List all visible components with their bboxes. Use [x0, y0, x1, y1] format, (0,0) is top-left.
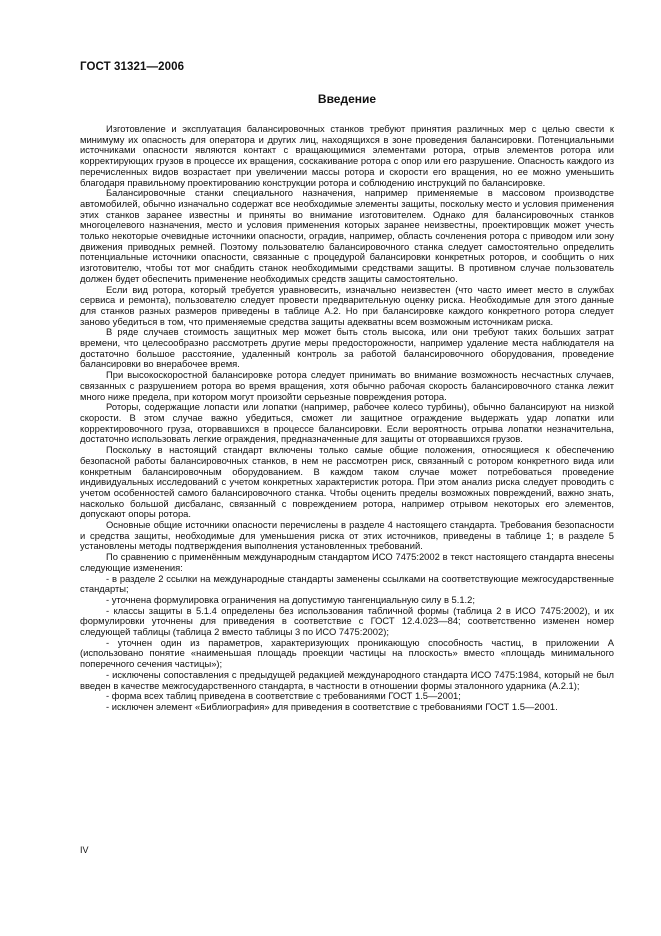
changes-list	[80, 574, 614, 713]
list-item: - классы защиты в 5.1.4 определены без использования табличной формы (таблица 2 в ИСО 7475:2002), и их формулировки уточнены для приведения в соответствие с ГОСТ 12.4.023—84; соответственно изменен номер следующей таблицы (таблица 2 вместо таблицы 3 по ИСО 7475:2002);	[80, 604, 614, 638]
list-item: - форма всех таблиц приведена в соответствие с требованиями ГОСТ 1.5—2001;	[106, 690, 461, 702]
paragraph: Роторы, содержащие лопасти или лопатки (например, рабочее колесо турбины), обычно балансируют на низкой скорости. В этом случае важно убедиться, сможет ли защитное ограждение выдержать удар лопатки или корректировочного груза, оторвавшихся в процессе балансировки. Если вероятность отрыва лопатки незначительна, достаточно использовать легкие ограждения, предназначенные для защиты от оторвавшихся грузов.	[80, 401, 614, 445]
paragraph: По сравнению с применённым международным стандартом ИСО 7475:2002 в текст настоящего стандарта внесены следующие изменения:	[80, 551, 614, 573]
page-number: IV	[80, 845, 89, 855]
paragraph: Поскольку в настоящий стандарт включены только самые общие положения, относящиеся к обеспечению безопасной работы балансировочных станков, в нем не рассмотрен риск, связанный с ротором конкретного вида или конкретным балансировочным оборудованием. В каждом таком случае может потребоваться проведение индивидуальных исследований с учетом конкретных характеристик ротора. При этом анализ риска следует проводить с учетом особенностей самого балансировочного станка. Чтобы оценить пределы возможных повреждений, важно знать, насколько большой дисбаланс, связанный с повреждением ротора, например отрывом некоторых его элементов, допускают опоры ротора.	[80, 444, 614, 520]
paragraph: Основные общие источники опасности перечислены в разделе 4 настоящего стандарта. Требования безопасности и средства защиты, необходимые для уменьшения риска от этих источников, приведены в таблице 1; в разделе 5 установлены методы подтверждения выполнения установленных требований.	[80, 519, 614, 552]
body-text	[80, 124, 614, 713]
list-item: - исключен элемент «Библиография» для приведения в соответствие с требованиями ГОСТ 1.5—2001.	[106, 700, 558, 712]
paragraph: Изготовление и эксплуатация балансировочных станков требуют принятия различных мер с целью свести к минимуму их опасность для оператора и других лиц, находящихся в зоне проведения балансировки. Потенциальными источниками опасности являются контакт с вращающимися элементами ротора, отрыв элементов ротора или корректирующих грузов в процессе их вращения, соскакивание ротора с опор или его разрушение. Опасность каждого из перечисленных видов возрастает при увеличении массы ротора и скорости его вращения, но ее можно уменьшить благодаря правильному проектированию конструкции ротора и соблюдению инструкций по балансировке.	[80, 123, 614, 188]
list-item: - уточнена формулировка ограничения на допустимую тангенциальную силу в 5.1.2;	[106, 593, 475, 605]
paragraph: В ряде случаев стоимость защитных мер может быть столь высока, или они требуют таких больших затрат времени, что целесообразно рассмотреть другие меры предосторожности, например удаление места наблюдателя на достаточно большое расстояние, удаленный контроль за работой балансировочного оборудования, проведение балансировки во внерабочее время.	[80, 326, 614, 370]
paragraph: Балансировочные станки специального назначения, например применяемые в массовом производстве автомобилей, обычно изначально содержат все необходимые элементы защиты, поскольку место и условия применения этих станков заранее известны и приняты во внимание изготовителем. Однако для балансировочных станков многоцелевого назначения, место и условия применения которых заранее неизвестны, проектировщик может учесть только некоторые очевидные источники опасности, оградив, например, область сочленения ротора с приводом или зону движения приводных ремней. Поэтому пользователю балансировочного станка следует самостоятельно определить потенциальные источники опасности, связанные с процедурой балансировки конкретных роторов, и сообщить о них изготовителю, чтобы тот мог снабдить станок необходимыми средствами защиты. В противном случае пользователь должен будет обеспечить применение необходимых средств защиты самостоятельно.	[80, 187, 614, 284]
list-item: - исключены сопоставления с предыдущей редакцией международного стандарта ИСО 7475:1984, который не был введен в качестве межгосударственного стандарта, в частности в отношении формы эталонного ударника (А.2.1);	[80, 668, 614, 691]
list-item: - уточнен один из параметров, характеризующих проникающую способность частиц, в приложении А (использовано понятие «наименьшая площадь проекции частицы на плоскость» вместо «площадь минимального поперечного сечения частицы»);	[80, 636, 614, 670]
paragraph: Если вид ротора, который требуется уравновесить, изначально неизвестен (что часто имеет место в службах сервиса и ремонта), пользователю следует провести предварительную оценку риска. Необходимые для этого данные для станков разных размеров приведены в таблице А.2. Но при балансировке каждого конкретного ротора следует заново убедиться в том, что применяемые средства защиты адекватны всем возможным источникам риска.	[80, 283, 614, 327]
document-header: ГОСТ 31321—2006	[80, 61, 185, 73]
list-item: - в разделе 2 ссылки на международные стандарты заменены ссылками на соответствующие межгосударственные стандарты;	[80, 572, 614, 595]
section-title: Введение	[317, 92, 377, 106]
paragraph: При высокоскоростной балансировке ротора следует принимать во внимание возможность несчастных случаев, связанных с разрушением ротора во время вращения, хотя обычно рабочая скорость балансировочного станка лежит много ниже предела, при котором могут произойти серьезные повреждения ротора.	[80, 369, 614, 402]
